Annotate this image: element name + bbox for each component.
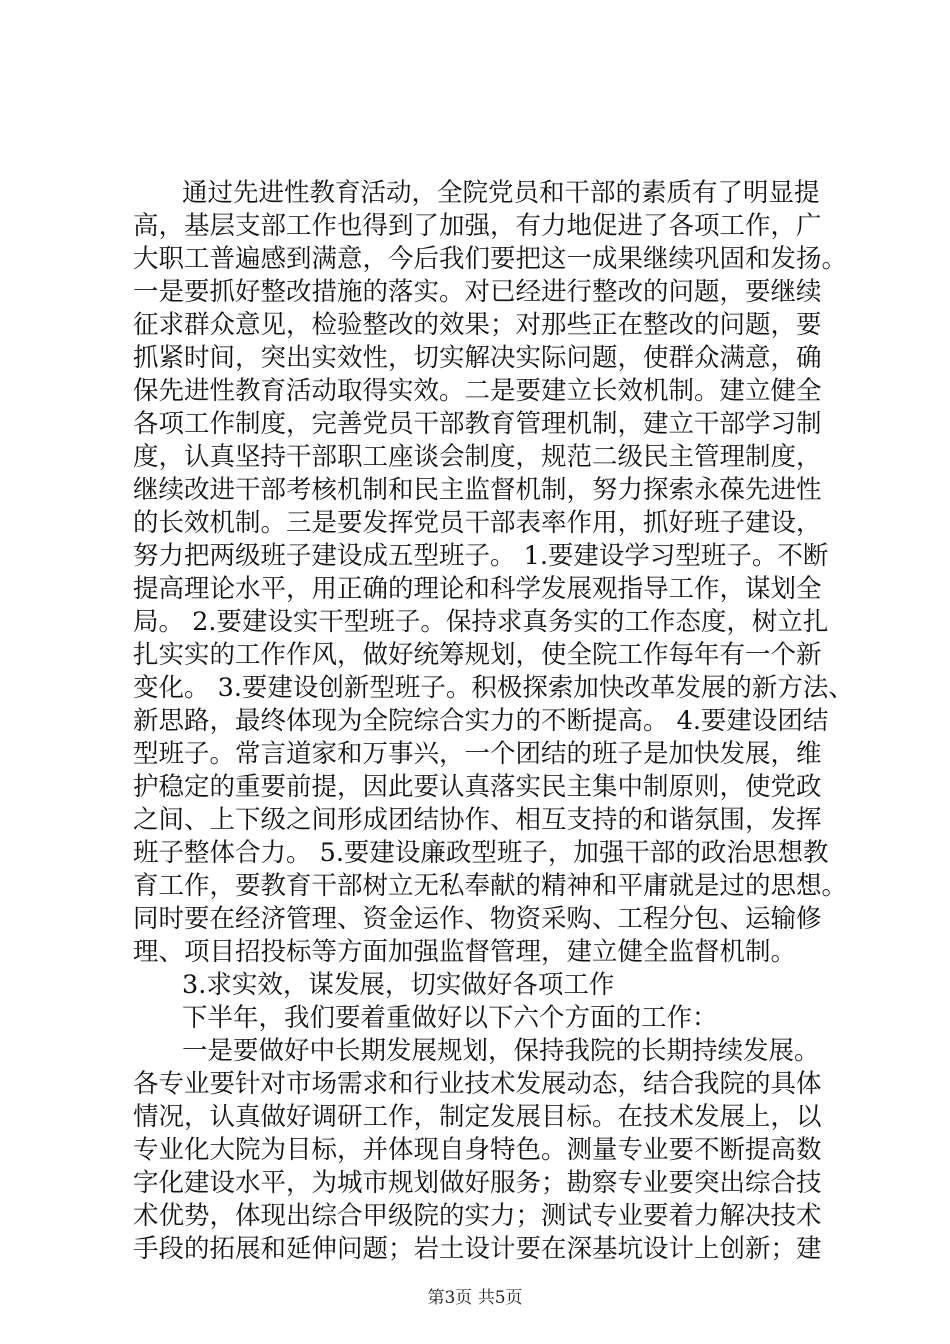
paragraph-line: 局。 2.要建设实干型班子。保持求真务实的工作态度，树立扎 bbox=[133, 607, 829, 637]
paragraph-line: 下半年，我们要着重做好以下六个方面的工作： bbox=[182, 1003, 718, 1033]
paragraph-line: 字化建设水平，为城市规划做好服务；勘察专业要突出综合技 bbox=[133, 1168, 822, 1198]
paragraph-line: 之间、上下级之间形成团结协作、相互支持的和谐氛围，发挥 bbox=[133, 805, 822, 835]
paragraph-line: 的长效机制。三是要发挥党员干部表率作用，抓好班子建设， bbox=[133, 508, 822, 538]
paragraph-line: 专业化大院为目标，并体现自身特色。测量专业要不断提高数 bbox=[133, 1135, 822, 1165]
paragraph-line: 通过先进性教育活动，全院党员和干部的素质有了明显提 bbox=[182, 178, 820, 208]
paragraph-line: 手段的拓展和延伸问题；岩土设计要在深基坑设计上创新；建 bbox=[133, 1234, 822, 1264]
paragraph-line: 术优势，体现出综合甲级院的实力；测试专业要着力解决技术 bbox=[133, 1201, 822, 1231]
paragraph-line: 抓紧时间，突出实效性，切实解决实际问题，使群众满意，确 bbox=[133, 343, 822, 373]
paragraph-line: 情况，认真做好调研工作，制定发展目标。在技术发展上，以 bbox=[133, 1102, 822, 1132]
paragraph-line: 变化。 3.要建设创新型班子。积极探索加快改革发展的新方法、 bbox=[133, 673, 854, 703]
paragraph-line: 扎实实的工作作风，做好统筹规划，使全院工作每年有一个新 bbox=[133, 640, 822, 670]
paragraph-line: 征求群众意见，检验整改的效果；对那些正在整改的问题，要 bbox=[133, 310, 822, 340]
paragraph-line: 型班子。常言道家和万事兴，一个团结的班子是加快发展，维 bbox=[133, 739, 822, 769]
paragraph-line: 一是要抓好整改措施的落实。对已经进行整改的问题，要继续 bbox=[133, 277, 822, 307]
paragraph-line: 提高理论水平，用正确的理论和科学发展观指导工作，谋划全 bbox=[133, 574, 822, 604]
paragraph-line: 度，认真坚持干部职工座谈会制度，规范二级民主管理制度， bbox=[133, 442, 822, 472]
paragraph-line: 大职工普遍感到满意，今后我们要把这一成果继续巩固和发扬。 bbox=[133, 244, 848, 274]
paragraph-line: 继续改进干部考核机制和民主监督机制，努力探索永葆先进性 bbox=[133, 475, 822, 505]
paragraph-line: 一是要做好中长期发展规划，保持我院的长期持续发展。 bbox=[182, 1036, 820, 1066]
paragraph-line: 新思路，最终体现为全院综合实力的不断提高。 4.要建设团结 bbox=[133, 706, 829, 736]
page-number-footer: 第3页 共5页 bbox=[427, 1288, 523, 1308]
paragraph-line: 各专业要针对市场需求和行业技术发展动态，结合我院的具体 bbox=[133, 1069, 822, 1099]
paragraph-line: 同时要在经济管理、资金运作、物资采购、工程分包、运输修 bbox=[133, 904, 822, 934]
paragraph-line: 努力把两级班子建设成五型班子。 1.要建设学习型班子。不断 bbox=[133, 541, 829, 571]
paragraph-line: 理、项目招投标等方面加强监督管理，建立健全监督机制。 bbox=[133, 937, 797, 967]
paragraph-line: 各项工作制度，完善党员干部教育管理机制，建立干部学习制 bbox=[133, 409, 822, 439]
section-heading: 3.求实效，谋发展，切实做好各项工作 bbox=[182, 970, 615, 1000]
paragraph-line: 高，基层支部工作也得到了加强，有力地促进了各项工作，广 bbox=[133, 211, 822, 241]
paragraph-line: 育工作，要教育干部树立无私奉献的精神和平庸就是过的思想。 bbox=[133, 871, 848, 901]
paragraph-line: 保先进性教育活动取得实效。二是要建立长效机制。建立健全 bbox=[133, 376, 822, 406]
paragraph-line: 护稳定的重要前提，因此要认真落实民主集中制原则，使党政 bbox=[133, 772, 822, 802]
paragraph-line: 班子整体合力。 5.要建设廉政型班子，加强干部的政治思想教 bbox=[133, 838, 829, 868]
